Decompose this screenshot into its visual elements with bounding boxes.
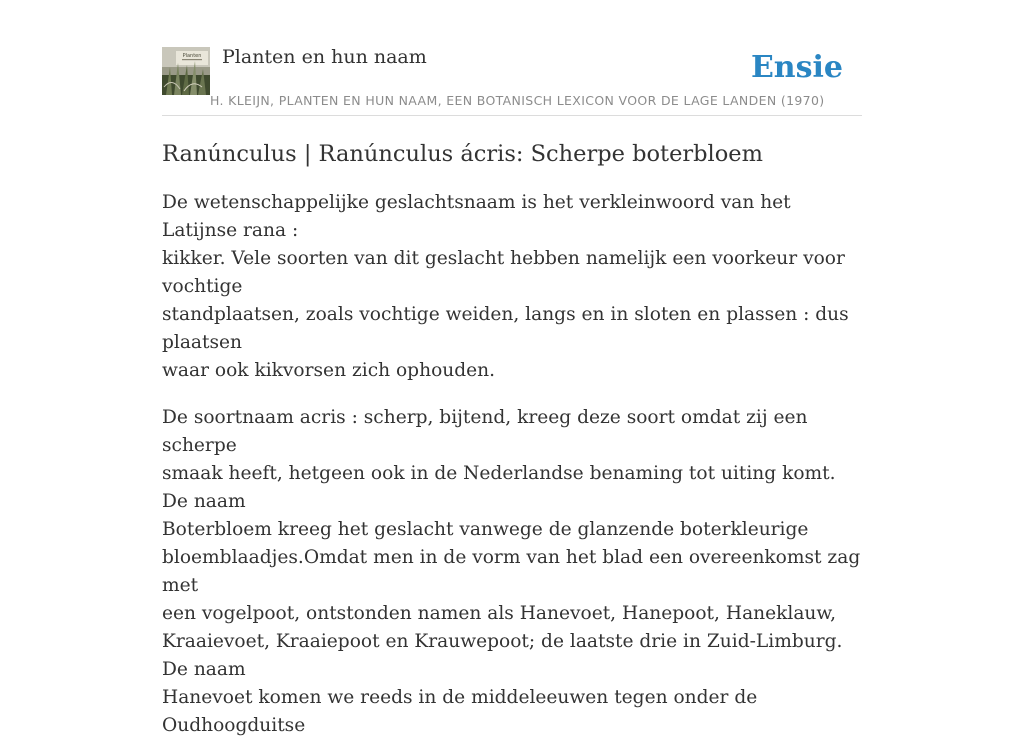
source-reference: H. KLEIJN, PLANTEN EN HUN NAAM, EEN BOTANISCH LEXICON VOOR DE LAGE LANDEN (1970)	[210, 93, 825, 108]
paragraph-line: een vogelpoot, ontstonden namen als Hanevoet, Hanepoot, Haneklauw,	[162, 603, 837, 624]
paragraph-line: standplaatsen, zoals vochtige weiden, langs en in sloten en plassen : dus plaatsen	[162, 304, 849, 353]
entry-title: Ranúnculus | Ranúnculus ácris: Scherpe boterbloem	[162, 141, 763, 167]
paragraph-line: De soortnaam acris : scherp, bijtend, kreeg deze soort omdat zij een scherpe	[162, 407, 808, 456]
avatar-caption: Planten	[182, 53, 202, 59]
book-title[interactable]: Planten en hun naam	[222, 46, 427, 68]
plant-photo-icon	[162, 47, 210, 95]
paragraph-line: Kraaievoet, Kraaiepoot en Krauwepoot; de laatste drie in Zuid-Limburg. De naam	[162, 631, 843, 680]
content-column	[162, 0, 862, 740]
book-cover-avatar[interactable]	[162, 47, 210, 95]
paragraph-line: bloemblaadjes.Omdat men in de vorm van het blad een overeenkomst zag met	[162, 547, 861, 596]
paragraph-etymology-genus	[162, 189, 862, 385]
book-header	[162, 0, 862, 116]
paragraph-line: smaak heeft, hetgeen ook in de Nederlandse benaming tot uiting komt. De naam	[162, 463, 836, 512]
paragraph-line: kikker. Vele soorten van dit geslacht hebben namelijk een voorkeur voor vochtige	[162, 248, 845, 297]
paragraph-line: Hanevoet komen we reeds in de middeleeuwen tegen onder de Oudhoogduitse	[162, 687, 758, 736]
paragraph-line: De wetenschappelijke geslachtsnaam is het verkleinwoord van het Latijnse rana :	[162, 192, 791, 241]
paragraph-line: waar ook kikvorsen zich ophouden.	[162, 360, 496, 381]
ensie-logo[interactable]: Ensie	[750, 50, 843, 85]
paragraph-line: Boterbloem kreeg het geslacht vanwege de glanzende boterkleurige	[162, 519, 809, 540]
paragraph-etymology-species	[162, 404, 862, 740]
